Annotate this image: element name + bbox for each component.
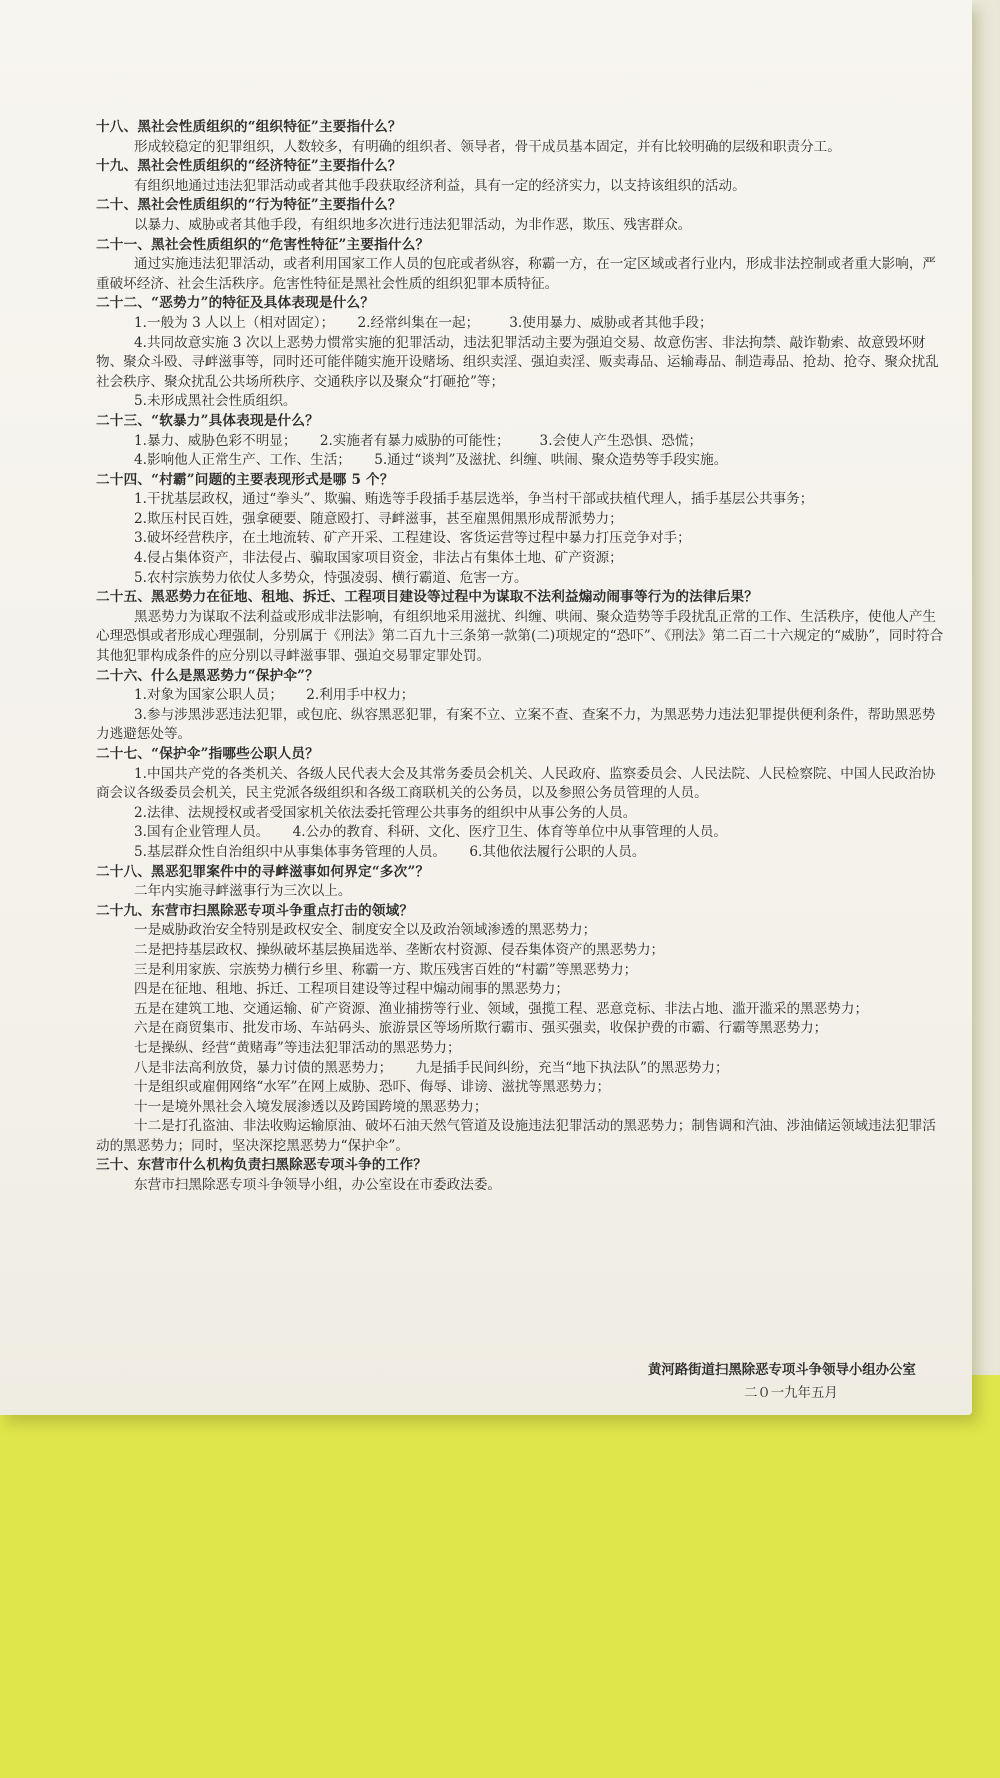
signature-organization: 黄河路街道扫黑除恶专项斗争领导小组办公室 (648, 1362, 916, 1378)
signature-date: 二０一九年五月 (744, 1386, 838, 1401)
qa-section (96, 471, 948, 589)
answer-row (96, 1059, 948, 1079)
answer-item: 4.影响他人正常生产、工作、生活； (134, 452, 351, 469)
qa-section (96, 196, 948, 235)
answer-paragraph: 三是利用家族、宗族势力横行乡里、称霸一方、欺压残害百姓的“村霸”等黑恶势力； (134, 961, 638, 978)
answer-paragraph: 四是在征地、租地、拆迁、工程项目建设等过程中煽动闹事的黑恶势力； (134, 981, 569, 998)
answer-item: 4.公办的教育、科研、文化、医疗卫生、体育等单位中从事管理的人员。 (292, 824, 728, 841)
answer-item: 5.通过“谈判”及滋扰、纠缠、哄闹、聚众造势等手段实施。 (374, 452, 728, 469)
answer-row (96, 686, 948, 706)
answer-item: 1.对象为国家公职人员； (134, 687, 283, 704)
answer-paragraph: 4.共同故意实施 3 次以上恶势力惯常实施的犯罪活动，违法犯罪活动主要为强迫交易、故意伤害、非法拘禁、敲诈勒索、故意毁坏财物、聚众斗殴、寻衅滋事等，同时还可能伴随实施开设赌场、组织卖淫、强迫卖淫、贩卖毒品、运输毒品、制造毒品、抢劫、抢夺、聚众扰乱社会秩序、聚众扰乱公共场所秩序、交通秩序以及聚众“打砸抢”等； (96, 334, 939, 390)
qa-section (96, 1156, 948, 1195)
answer-paragraph: 二年内实施寻衅滋事行为三次以上。 (134, 883, 352, 900)
question-heading: 二十三、“软暴力”具体表现是什么？ (96, 412, 319, 429)
answer-item: 3.国有企业管理人员。 (134, 824, 270, 841)
answer-paragraph: 十是组织或雇佣网络“水军”在网上威胁、恐吓、侮辱、诽谤、滋扰等黑恶势力； (134, 1079, 611, 1096)
answer-item: 3.使用暴力、威胁或者其他手段； (509, 314, 713, 331)
question-heading: 二十、黑社会性质组织的“行为特征”主要指什么？ (96, 197, 402, 214)
question-heading: 二十二、“恶势力”的特征及具体表现是什么？ (96, 295, 375, 312)
answer-paragraph: 3.破坏经营秩序，在土地流转、矿产开采、工程建设、客货运营等过程中暴力打压竞争对手； (134, 530, 691, 547)
qa-section (96, 236, 948, 295)
signature-block (648, 1358, 928, 1406)
answer-item: 八是非法高利放贷，暴力讨债的黑恶势力； (134, 1059, 393, 1076)
qa-section (96, 294, 948, 412)
answer-item: 1.一般为 3 人以上（相对固定）； (134, 314, 335, 331)
answer-row (96, 843, 948, 863)
qa-section (96, 588, 948, 666)
answer-item: 1.暴力、威胁色彩不明显； (134, 432, 297, 449)
qa-section (96, 157, 948, 196)
answer-paragraph: 3.参与涉黑涉恶违法犯罪，或包庇、纵容黑恶犯罪，有案不立、立案不查、查案不力，为黑恶势力违法犯罪提供便利条件，帮助黑恶势力逃避惩处等。 (96, 706, 936, 743)
question-heading: 二十九、东营市扫黑除恶专项斗争重点打击的领域？ (96, 902, 414, 919)
answer-paragraph: 十二是打孔盗油、非法收购运输原油、破坏石油天然气管道及设施违法犯罪活动的黑恶势力；制售调和汽油、涉油储运领域违法犯罪活动的黑恶势力；同时，坚决深挖黑恶势力“保护伞”。 (96, 1118, 937, 1154)
answer-paragraph: 一是威胁政治安全特别是政权安全、制度安全以及政治领域渗透的黑恶势力； (134, 922, 597, 939)
answer-paragraph: 二是把持基层政权、操纵破坏基层换届选举、垄断农村资源、侵吞集体资产的黑恶势力； (134, 941, 665, 958)
answer-paragraph: 东营市扫黑除恶专项斗争领导小组，办公室设在市委政法委。 (134, 1177, 502, 1194)
answer-item: 6.其他依法履行公职的人员。 (469, 843, 646, 860)
answer-paragraph: 1.干扰基层政权，通过“拳头”、欺骗、贿选等手段插手基层选举，争当村干部或扶植代理人，插手基层公共事务； (134, 491, 814, 508)
question-heading: 二十八、黑恶犯罪案件中的寻衅滋事如何界定“多次”？ (96, 863, 430, 880)
answer-paragraph: 4.侵占集体资产，非法侵占、骗取国家项目资金，非法占有集体土地、矿产资源； (134, 550, 623, 567)
answer-paragraph: 1.中国共产党的各类机关、各级人民代表大会及其常务委员会机关、人民政府、监察委员会、人民法院、人民检察院、中国人民政治协商会议各级委员会机关，民主党派各级组织和各级工商联机关的公务员，以及参照公务员管理的人员。 (96, 765, 936, 802)
question-heading: 二十一、黑社会性质组织的“危害性特征”主要指什么？ (96, 236, 430, 253)
qa-section (96, 118, 948, 157)
answer-row (96, 451, 948, 471)
qa-section (96, 863, 948, 902)
answer-item: 2.经常纠集在一起； (357, 314, 480, 331)
answer-paragraph: 六是在商贸集市、批发市场、车站码头、旅游景区等场所欺行霸市、强买强卖，收保护费的市霸、行霸等黑恶势力； (134, 1020, 828, 1037)
question-heading: 三十、东营市什么机构负责扫黑除恶专项斗争的工作？ (96, 1157, 428, 1174)
answer-item: 5.基层群众性自治组织中从事集体事务管理的人员。 (134, 843, 447, 860)
answer-paragraph: 5.农村宗族势力依仗人多势众，恃强凌弱、横行霸道、危害一方。 (134, 569, 528, 586)
answer-row (96, 314, 948, 334)
question-heading: 十九、黑社会性质组织的“经济特征”主要指什么？ (96, 158, 402, 175)
question-heading: 二十五、黑恶势力在征地、租地、拆迁、工程项目建设等过程中为谋取不法利益煽动闹事等行为的法律后果？ (96, 589, 759, 606)
answer-paragraph: 2.法律、法规授权或者受国家机关依法委托管理公共事务的组织中从事公务的人员。 (134, 804, 637, 821)
answer-paragraph: 2.欺压村民百姓，强拿硬要、随意殴打、寻衅滋事，甚至雇黑佣黑形成帮派势力； (134, 510, 623, 527)
answer-paragraph: 通过实施违法犯罪活动，或者利用国家工作人员的包庇或者纵容，称霸一方，在一定区域或者行业内，形成非法控制或者重大影响，严重破坏经济、社会生活秩序。危害性特征是黑社会性质的组织犯罪本质特征。 (96, 256, 937, 292)
qa-section (96, 902, 948, 1157)
question-heading: 二十四、“村霸”问题的主要表现形式是哪 5 个？ (96, 471, 394, 488)
question-heading: 二十六、什么是黑恶势力“保护伞”？ (96, 667, 319, 684)
question-heading: 十八、黑社会性质组织的“组织特征”主要指什么？ (96, 119, 402, 135)
answer-item: 2.实施者有暴力威胁的可能性； (319, 432, 510, 449)
answer-paragraph: 有组织地通过违法犯罪活动或者其他手段获取经济利益，具有一定的经济实力，以支持该组织的活动。 (134, 177, 746, 194)
answer-paragraph: 以暴力、威胁或者其他手段，有组织地多次进行违法犯罪活动，为非作恶，欺压、残害群众。 (134, 216, 692, 233)
document-body (96, 118, 948, 1196)
qa-section (96, 745, 948, 863)
answer-paragraph: 5.未形成黑社会性质组织。 (134, 393, 297, 410)
answer-paragraph: 七是操纵、经营“黄赌毒”等违法犯罪活动的黑恶势力； (134, 1039, 461, 1056)
answer-paragraph: 五是在建筑工地、交通运输、矿产资源、渔业捕捞等行业、领域，强揽工程、恶意竞标、非法占地、滥开滥采的黑恶势力； (134, 1000, 869, 1017)
answer-item: 2.利用手中权力； (306, 687, 415, 704)
answer-row (96, 432, 948, 452)
question-heading: 二十七、“保护伞”指哪些公职人员？ (96, 746, 319, 762)
answer-row (96, 823, 948, 843)
qa-section (96, 412, 948, 471)
answer-paragraph: 十一是境外黑社会入境发展渗透以及跨国跨境的黑恶势力； (134, 1098, 488, 1115)
answer-paragraph: 黑恶势力为谋取不法利益或形成非法影响，有组织地采用滋扰、纠缠、哄闹、聚众造势等手段扰乱正常的工作、生活秩序，使他人产生心理恐惧或者形成心理强制，分别属于《刑法》第二百九十三条第一款第(二)项规定的“恐吓”、《刑法》第二百二十六规定的“威胁”，同时符合其他犯罪构成条件的应分别以寻衅滋事罪、强迫交易罪定罪处罚。 (96, 608, 944, 665)
qa-section (96, 667, 948, 745)
answer-item: 九是插手民间纠纷，充当“地下执法队”的黑恶势力； (415, 1059, 729, 1076)
answer-paragraph: 形成较稳定的犯罪组织，人数较多，有明确的组织者、领导者，骨干成员基本固定，并有比较明确的层级和职责分工。 (134, 138, 841, 155)
answer-item: 3.会使人产生恐惧、恐慌； (539, 432, 703, 449)
